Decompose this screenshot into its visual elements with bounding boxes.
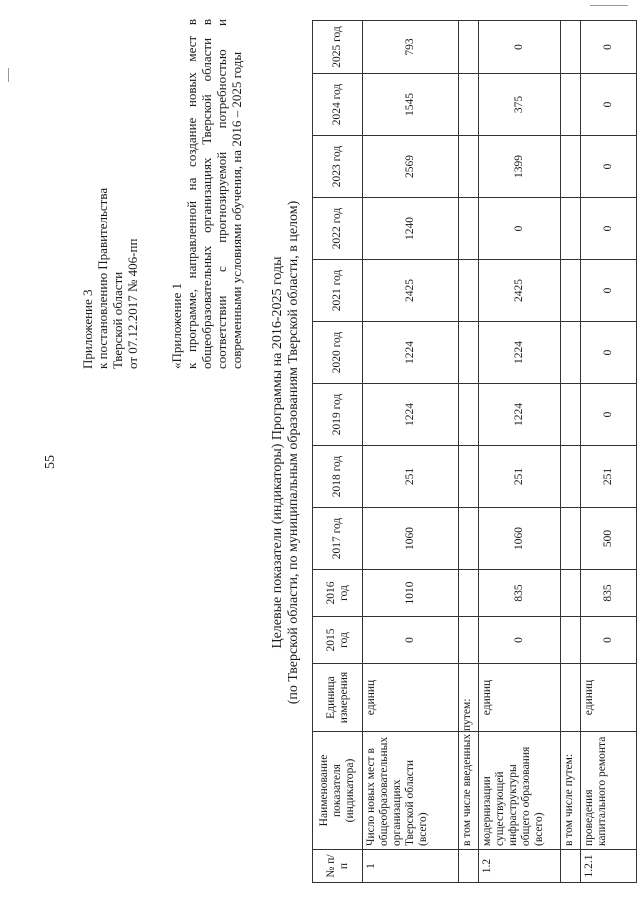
table-title-line: (по Тверской области, по муниципальным образованиям Тверской области, в целом): [286, 200, 301, 705]
indicator-name: модернизации существующей инфраструктуры общего образования (всего): [479, 732, 561, 850]
value-cell: 251: [363, 446, 459, 508]
header-cell: 2025 год: [313, 21, 363, 74]
row-number: 1.2: [479, 850, 561, 883]
value-cell: 2425: [363, 260, 459, 322]
indicator-name: в том числе путем:: [561, 732, 581, 850]
header-cell: 2024 год: [313, 74, 363, 136]
table-title: [270, 0, 302, 905]
unit-cell: единиц: [479, 664, 561, 732]
value-cell: 1224: [363, 322, 459, 384]
indicators-table: [312, 20, 637, 883]
value-cell: [459, 446, 479, 508]
header-cell: 2021 год: [313, 260, 363, 322]
table-row: [459, 21, 479, 883]
header-cell: Наименование показателя (индикатора): [313, 732, 363, 850]
header-cell: 2018 год: [313, 446, 363, 508]
value-cell: 0: [581, 136, 637, 198]
value-cell: [459, 74, 479, 136]
header-cell: 2019 год: [313, 384, 363, 446]
unit-cell: [561, 664, 581, 732]
value-cell: [561, 260, 581, 322]
value-cell: 0: [581, 198, 637, 260]
table-header-row: [313, 21, 363, 883]
value-cell: 0: [479, 21, 561, 74]
appendix-1-line: к программе, направленной на создание новых мест в: [184, 19, 199, 369]
value-cell: [459, 508, 479, 570]
appendix-1-title: «Приложение 1: [169, 282, 184, 369]
appendix-3-line: от 07.12.2017 № 406-пп: [125, 238, 140, 369]
value-cell: 0: [581, 21, 637, 74]
appendix-1-block: [184, 19, 229, 369]
header-cell: № п/п: [313, 850, 363, 883]
value-cell: 1399: [479, 136, 561, 198]
indicator-name: Число новых мест в общеобразовательных организациях Тверской области (всего): [363, 732, 459, 850]
value-cell: [459, 384, 479, 446]
table-row: [479, 21, 561, 883]
value-cell: [561, 136, 581, 198]
table-row: [581, 21, 637, 883]
appendix-3-block: [80, 188, 140, 369]
appendix-1-last-line: современными условиями обучения, на 2016 – 2025 годы: [229, 51, 244, 369]
value-cell: [561, 508, 581, 570]
value-cell: [561, 617, 581, 664]
value-cell: [459, 322, 479, 384]
value-cell: 0: [581, 260, 637, 322]
row-number: 1: [363, 850, 459, 883]
page-number: 55: [43, 455, 58, 469]
value-cell: 0: [581, 617, 637, 664]
value-cell: 835: [581, 570, 637, 617]
value-cell: 1545: [363, 74, 459, 136]
table-title-line: Целевые показатели (индикаторы) Программы на 2016-2025 годы: [270, 256, 285, 649]
value-cell: [561, 570, 581, 617]
indicator-name: в том числе введенных путем:: [459, 732, 479, 850]
value-cell: [459, 617, 479, 664]
value-cell: [561, 446, 581, 508]
value-cell: [561, 322, 581, 384]
value-cell: 251: [581, 446, 637, 508]
value-cell: 375: [479, 74, 561, 136]
value-cell: [459, 570, 479, 617]
table-row: [561, 21, 581, 883]
value-cell: 0: [581, 74, 637, 136]
value-cell: 1224: [479, 384, 561, 446]
value-cell: 1224: [479, 322, 561, 384]
indicator-name: проведения капитального ремонта: [581, 732, 637, 850]
appendix-3-line: Тверской области: [110, 271, 125, 369]
appendix-3-line: к постановлению Правительства: [95, 187, 110, 369]
value-cell: 835: [479, 570, 561, 617]
header-cell: Единица измерения: [313, 664, 363, 732]
value-cell: [459, 21, 479, 74]
value-cell: 1010: [363, 570, 459, 617]
header-cell: 2022 год: [313, 198, 363, 260]
value-cell: [561, 384, 581, 446]
value-cell: 0: [581, 384, 637, 446]
table-row: [363, 21, 459, 883]
row-number: [561, 850, 581, 883]
value-cell: 2425: [479, 260, 561, 322]
value-cell: 0: [479, 617, 561, 664]
value-cell: [459, 260, 479, 322]
value-cell: [561, 198, 581, 260]
value-cell: 0: [581, 322, 637, 384]
value-cell: 1224: [363, 384, 459, 446]
value-cell: 0: [479, 198, 561, 260]
header-cell: 2015 год: [313, 617, 363, 664]
header-cell: 2016 год: [313, 570, 363, 617]
value-cell: 251: [479, 446, 561, 508]
value-cell: [561, 21, 581, 74]
appendix-1-line: общеобразовательных организациях Тверской области в: [199, 19, 214, 369]
unit-cell: единиц: [363, 664, 459, 732]
header-cell: 2017 год: [313, 508, 363, 570]
row-number: 1.2.1: [581, 850, 637, 883]
unit-cell: единиц: [581, 664, 637, 732]
value-cell: 793: [363, 21, 459, 74]
appendix-3-line: Приложение 3: [80, 289, 95, 369]
value-cell: [459, 136, 479, 198]
value-cell: 1060: [479, 508, 561, 570]
value-cell: [459, 198, 479, 260]
value-cell: 1060: [363, 508, 459, 570]
value-cell: 500: [581, 508, 637, 570]
value-cell: 1240: [363, 198, 459, 260]
appendix-1-line: соответствии с прогнозируемой потребностью и: [214, 19, 229, 369]
row-number: [459, 850, 479, 883]
header-cell: 2023 год: [313, 136, 363, 198]
header-cell: 2020 год: [313, 322, 363, 384]
value-cell: [561, 74, 581, 136]
value-cell: 0: [363, 617, 459, 664]
value-cell: 2569: [363, 136, 459, 198]
